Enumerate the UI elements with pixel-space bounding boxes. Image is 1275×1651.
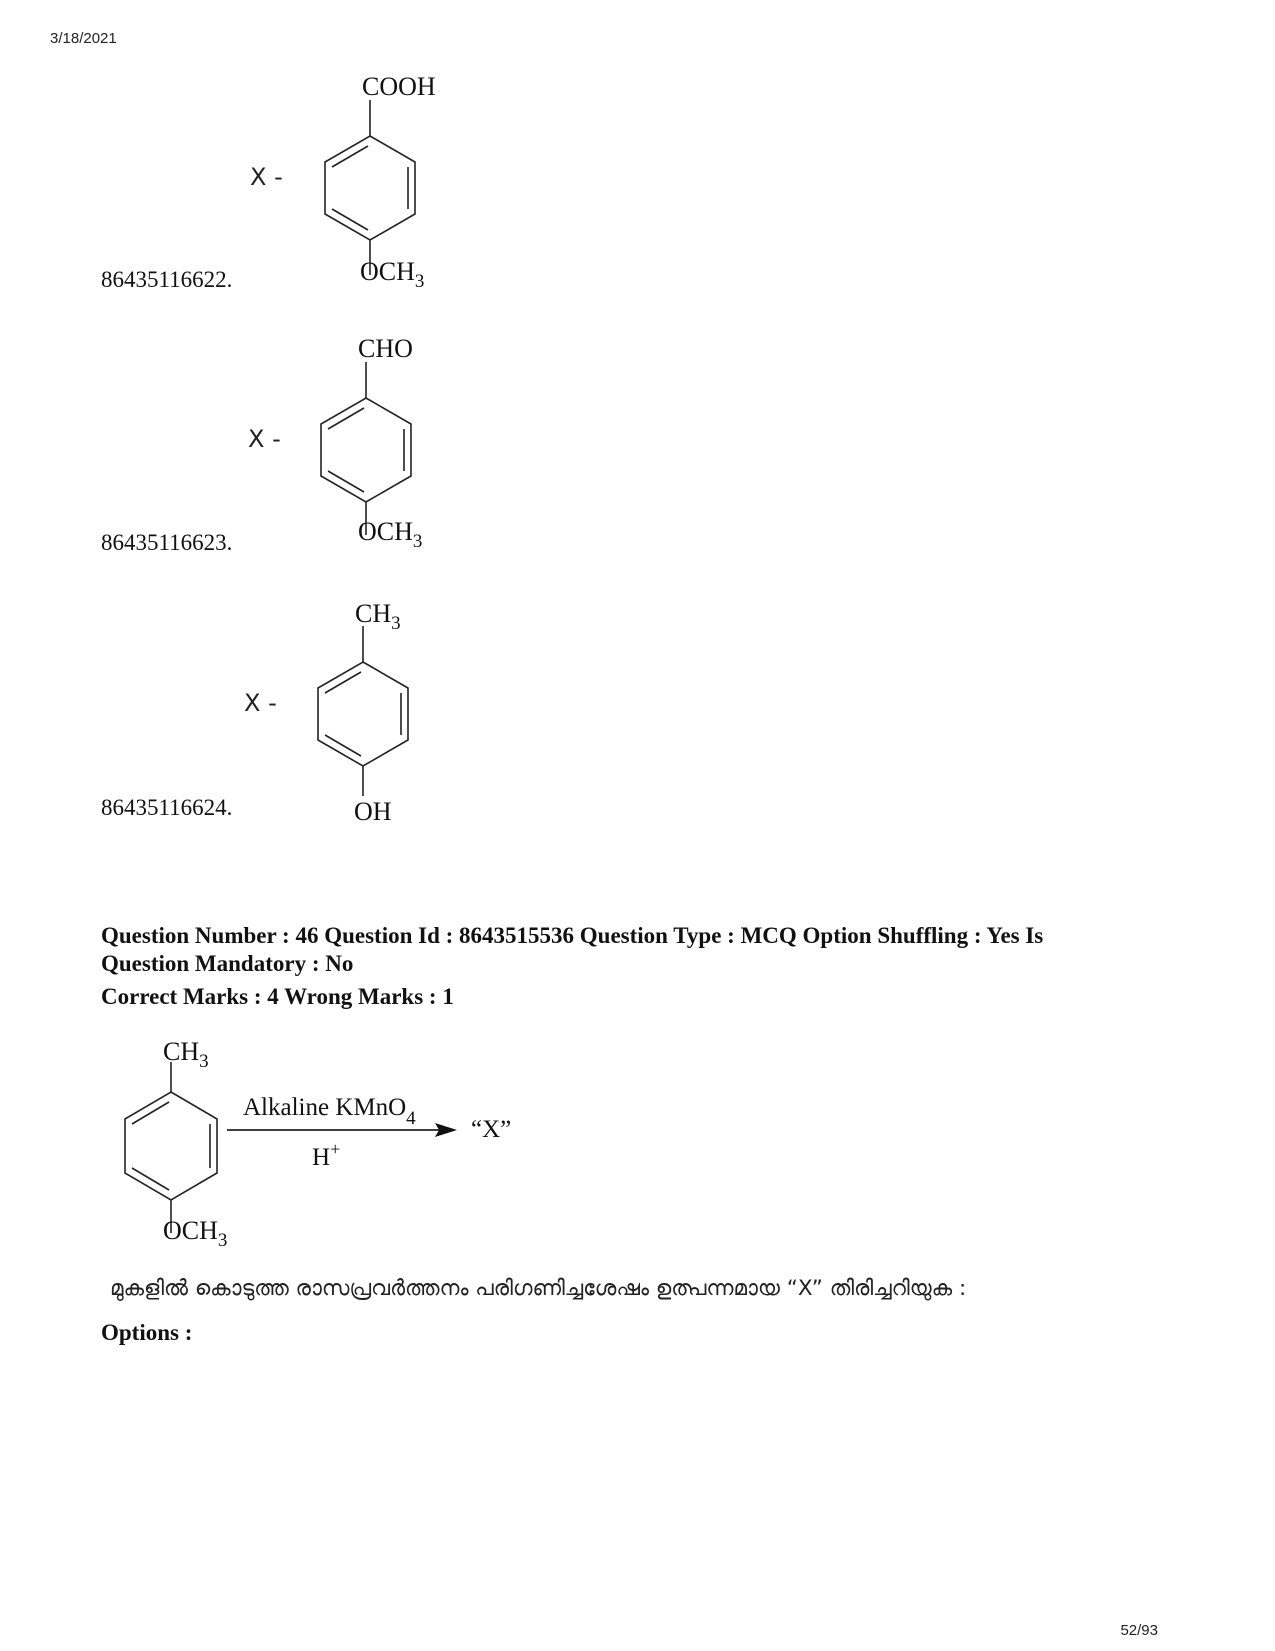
svg-text:H+: [312, 1139, 340, 1171]
print-date: 3/18/2021: [50, 30, 117, 47]
reaction-scheme: [105, 1028, 565, 1258]
reactant-benzene-ring: [125, 1092, 217, 1200]
option-structure-3: [234, 586, 474, 826]
svg-text:OCH3: [358, 517, 422, 552]
bottom-group: OH: [354, 797, 392, 826]
svg-text:OCH3: [163, 1216, 227, 1251]
x-label: X -: [250, 163, 283, 191]
reactant-top: CH: [163, 1037, 200, 1066]
condition: H: [312, 1144, 331, 1171]
option-structure-1: [240, 60, 480, 295]
condition-sup: +: [330, 1139, 341, 1159]
question-text-malayalam: മുകളിൽ കൊടുത്ത രാസപ്രവർത്തനം പരിഗണിച്ചശേഷം ഉത്പന്നമായ “X” തിരിച്ചറിയുക :: [110, 1276, 967, 1301]
svg-text:OCH3: [360, 257, 424, 292]
product: “X”: [471, 1116, 512, 1143]
top-group: COOH: [362, 72, 436, 101]
question-marks: Correct Marks : 4 Wrong Marks : 1: [101, 984, 454, 1009]
x-label: X -: [244, 689, 277, 717]
svg-text:CH3: [163, 1037, 209, 1072]
reactant-bottom: OCH: [163, 1216, 218, 1245]
bottom-group: OCH: [360, 257, 415, 286]
question-meta-line-2: Question Mandatory : No: [101, 951, 354, 976]
question-meta-line-1: Question Number : 46 Question Id : 8643515536 Question Type : MCQ Option Shuffling : Yes Is: [101, 923, 1044, 948]
reagent-sub: 4: [406, 1108, 416, 1129]
x-label: X -: [248, 425, 281, 453]
top-sub: 3: [391, 613, 401, 634]
top-group: CH: [355, 599, 392, 628]
benzene-ring: [318, 662, 408, 766]
options-label: Options :: [101, 1320, 193, 1345]
reactant-top-sub: 3: [199, 1051, 209, 1072]
option-id-2: 86435116623.: [101, 530, 233, 555]
svg-text:CH3: [355, 599, 401, 634]
page-number: 52/93: [1120, 1622, 1158, 1639]
option-id-1: 86435116622.: [101, 267, 233, 292]
reagent: Alkaline KMnO: [243, 1094, 407, 1121]
option-structure-2: [238, 322, 478, 557]
svg-text:Alkaline KMnO4: [243, 1094, 416, 1129]
benzene-ring: [325, 136, 415, 240]
reactant-bottom-sub: 3: [217, 1230, 228, 1251]
bottom-sub: 3: [414, 271, 425, 292]
top-group: CHO: [358, 334, 413, 363]
bottom-sub: 3: [412, 531, 423, 552]
option-id-3: 86435116624.: [101, 795, 233, 820]
benzene-ring: [321, 398, 411, 502]
bottom-group: OCH: [358, 517, 413, 546]
